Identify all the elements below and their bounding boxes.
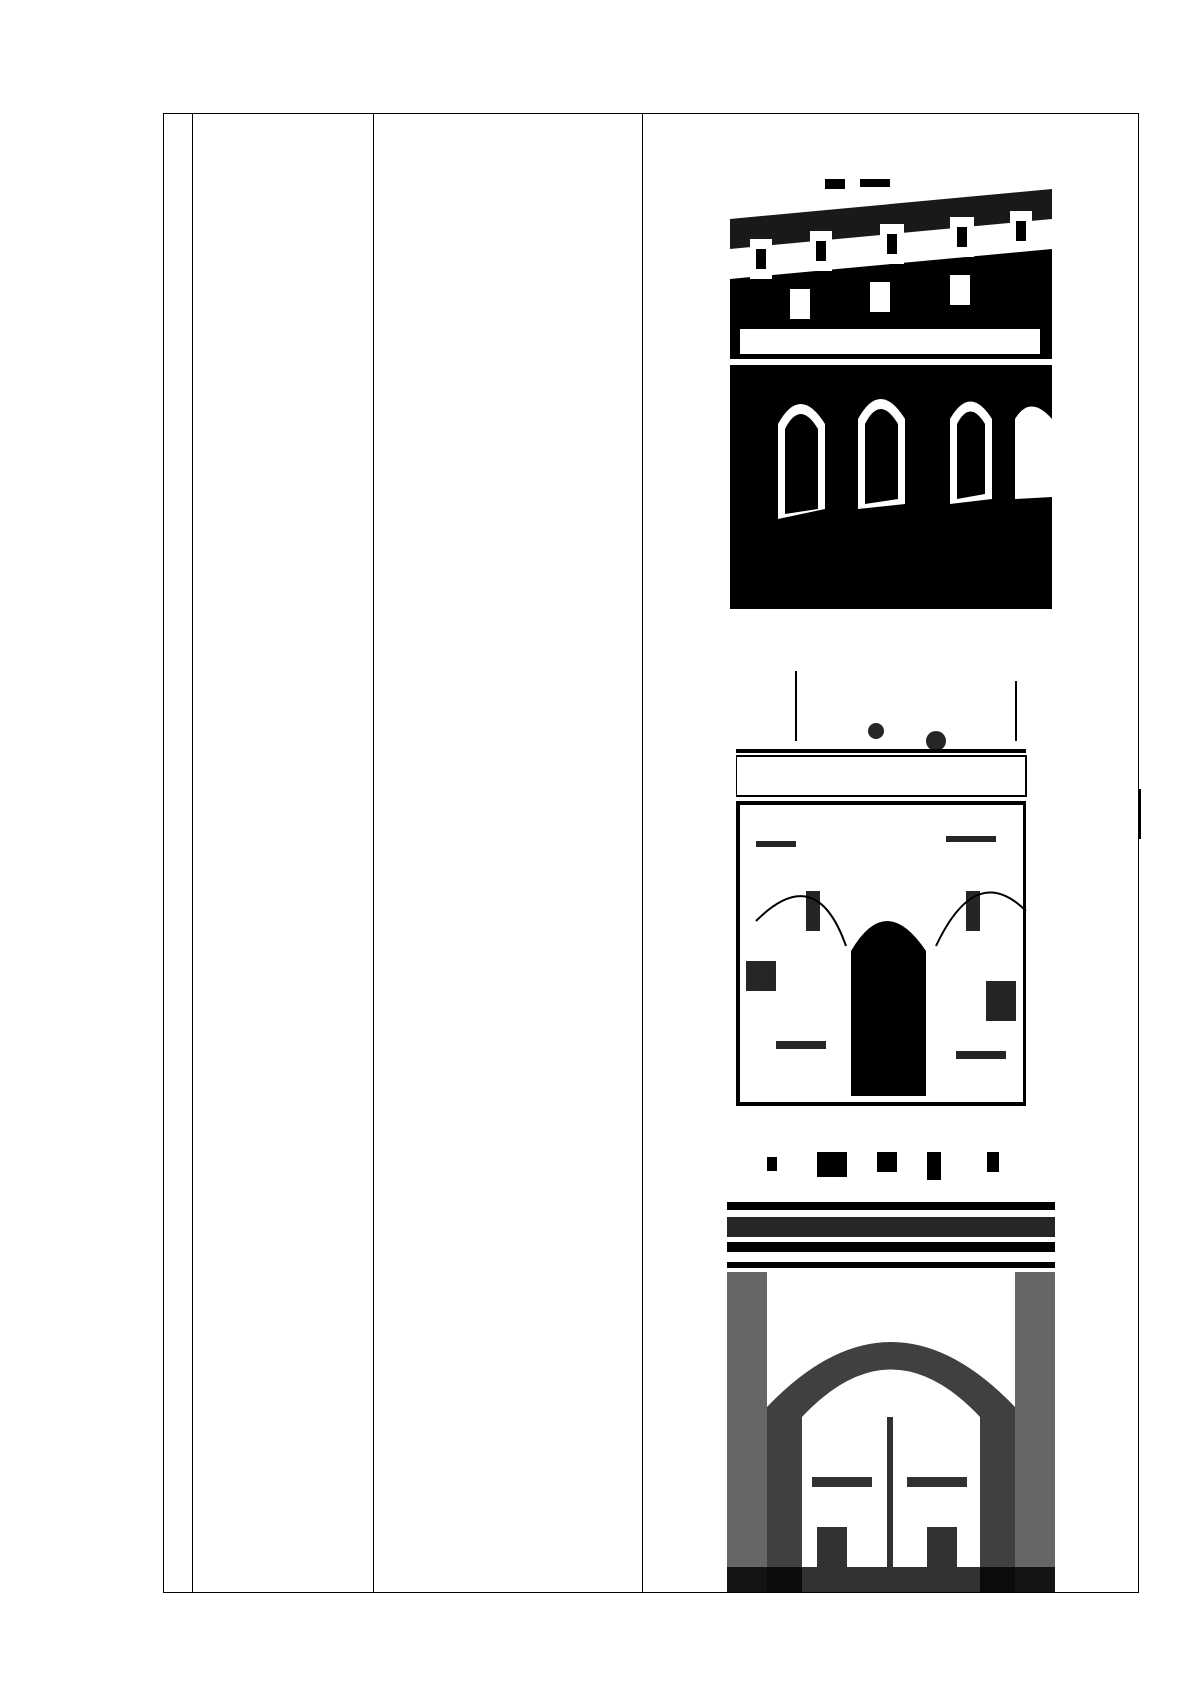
- description-column: [387, 114, 630, 118]
- photo-south-facade: [730, 179, 1052, 609]
- document-table: [163, 113, 1139, 1593]
- table-column-divider-1: [192, 114, 193, 1592]
- table-column-divider-2: [373, 114, 374, 1592]
- table-column-divider-3: [642, 114, 643, 1592]
- photo-gate-passage: [736, 661, 1058, 1106]
- photo-gate-opening: [727, 1147, 1055, 1592]
- margin-mark: [1139, 789, 1141, 839]
